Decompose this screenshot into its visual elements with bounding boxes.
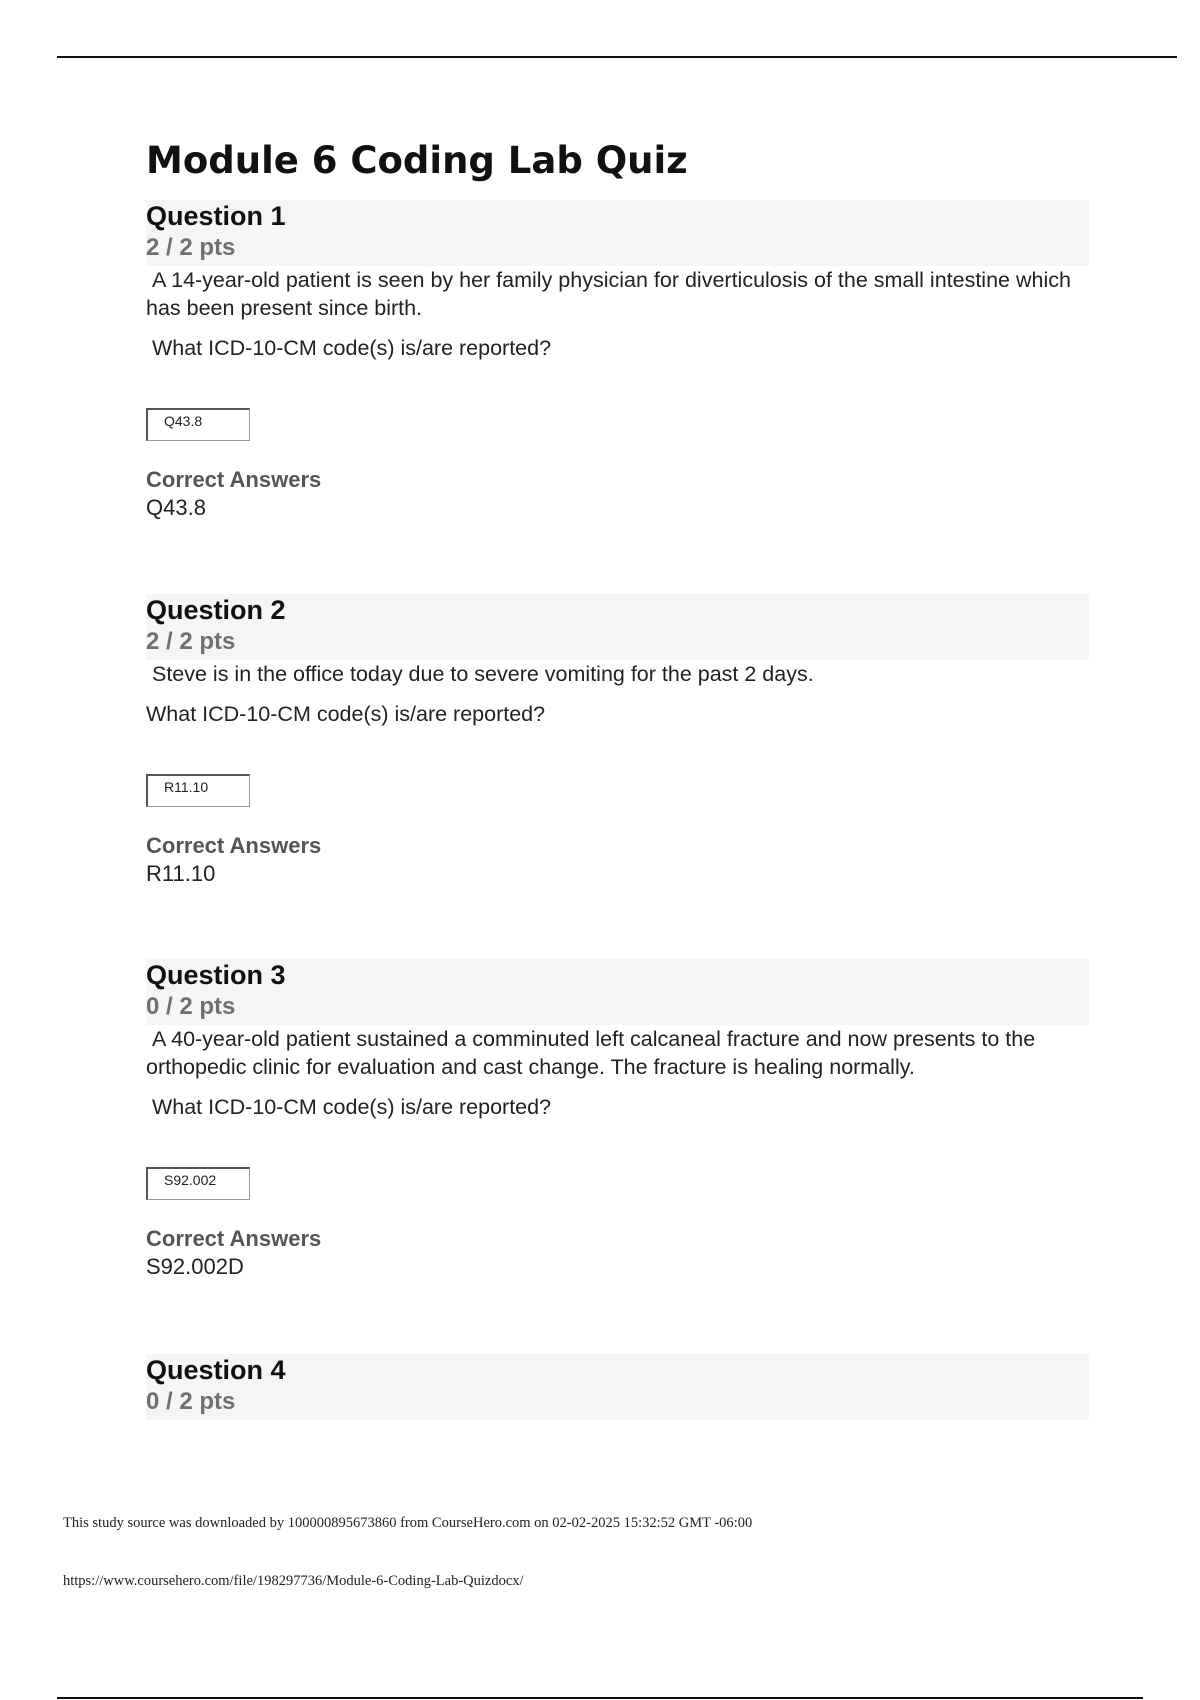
question-text: A 14-year-old patient is seen by her family physician for diverticulosis of the small intestine which has been present since birth. xyxy=(146,268,1077,320)
answer-input[interactable]: Q43.8 xyxy=(146,408,250,441)
question-points: 0 / 2 pts xyxy=(146,1388,236,1415)
question-header xyxy=(146,959,1089,1025)
answer-input[interactable]: R11.10 xyxy=(146,774,250,807)
question-points: 0 / 2 pts xyxy=(146,993,236,1020)
question-prompt: What ICD-10-CM code(s) is/are reported? xyxy=(146,336,552,360)
question-header xyxy=(146,594,1089,660)
source-url: https://www.coursehero.com/file/198297736/Module-6-Coding-Lab-Quizdocx/ xyxy=(63,1573,524,1589)
question-title: Question 4 xyxy=(146,1355,286,1385)
question-points: 2 / 2 pts xyxy=(146,628,236,655)
question-title: Question 3 xyxy=(146,960,286,990)
question-4 xyxy=(146,1354,1089,1420)
correct-answer-value: S92.002D xyxy=(146,1254,244,1279)
question-points: 2 / 2 pts xyxy=(146,234,236,261)
question-2 xyxy=(146,594,1089,888)
question-3 xyxy=(146,959,1089,1281)
question-prompt: What ICD-10-CM code(s) is/are reported? xyxy=(146,1095,552,1119)
question-1 xyxy=(146,200,1089,522)
question-text: A 40-year-old patient sustained a comminuted left calcaneal fracture and now presents to the orthopedic clinic for evaluation and cast change. The fracture is healing normally. xyxy=(146,1027,1042,1079)
correct-answers-label: Correct Answers xyxy=(146,833,322,858)
correct-answer-value: R11.10 xyxy=(146,861,216,886)
page-title: Module 6 Coding Lab Quiz xyxy=(146,139,688,182)
question-text: Steve is in the office today due to severe vomiting for the past 2 days. xyxy=(146,662,814,686)
answer-input[interactable]: S92.002 xyxy=(146,1167,250,1200)
question-header xyxy=(146,200,1089,266)
question-header xyxy=(146,1354,1089,1420)
correct-answers-label: Correct Answers xyxy=(146,1226,322,1251)
correct-answer-value: Q43.8 xyxy=(146,495,206,520)
bottom-rule xyxy=(57,1697,1143,1699)
question-prompt: What ICD-10-CM code(s) is/are reported? xyxy=(146,702,546,726)
download-source-note: This study source was downloaded by 100000895673860 from CourseHero.com on 02-02-2025 15:32:52 GMT -06:00 xyxy=(63,1515,753,1531)
question-title: Question 2 xyxy=(146,595,286,625)
correct-answers-label: Correct Answers xyxy=(146,467,322,492)
question-title: Question 1 xyxy=(146,201,286,231)
top-rule xyxy=(57,56,1177,58)
